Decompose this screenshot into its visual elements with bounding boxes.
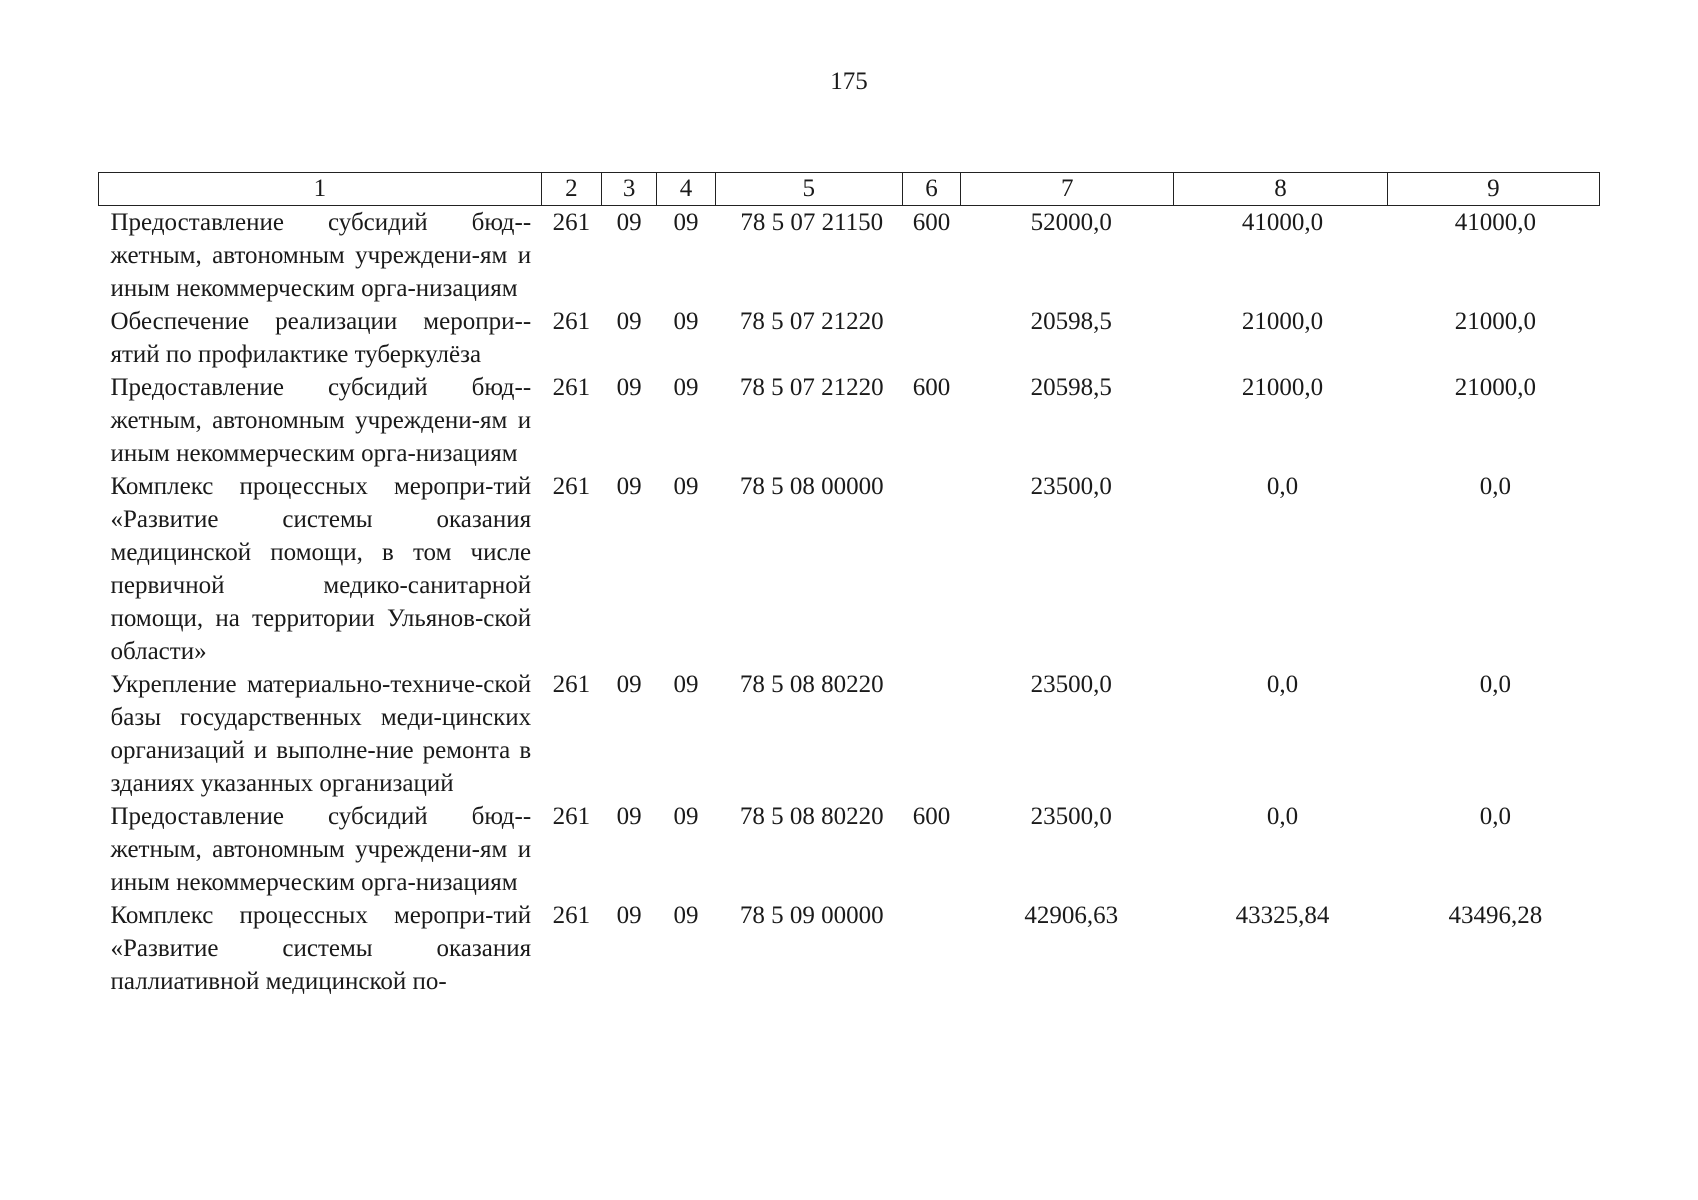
- row-expense-type: [902, 305, 960, 371]
- row-name: Комплекс процессных меропри-тий «Развитие системы оказания медицинской помощи, в том числе первичной медико-санитарной помощи, на территории Ульянов-ской области»: [110, 473, 532, 665]
- row-ministry-code: 261: [552, 308, 591, 335]
- row-subsection-code: 09: [673, 803, 699, 830]
- row-name: Предоставление субсидий бюд-жетным, автономным учреждени-ям и иным некоммерческим орга-низациям: [110, 803, 532, 896]
- row-amount-col-9: 41000,0: [1454, 209, 1536, 236]
- row-amount-col-9: 0,0: [1479, 803, 1511, 830]
- header-row: [99, 173, 1600, 206]
- row-name: Предоставление субсидий бюд-жетным, автономным учреждени-ям и иным некоммерческим орга-низациям: [110, 374, 532, 467]
- table-row: [99, 668, 1600, 800]
- header-col-6: 6: [902, 173, 960, 206]
- header-col-4: 4: [657, 173, 715, 206]
- row-name: Обеспечение реализации меропри-ятий по профилактике туберкулёза: [110, 308, 532, 368]
- table-row: [99, 371, 1600, 470]
- row-amount-col-8: 21000,0: [1241, 308, 1324, 335]
- row-section-code: 09: [616, 473, 642, 500]
- row-amount-col-9: 21000,0: [1454, 374, 1536, 401]
- row-section-code: 09: [616, 374, 642, 401]
- row-subsection-code: 09: [673, 473, 699, 500]
- table-row: [99, 206, 1600, 306]
- header-col-1: 1: [99, 173, 542, 206]
- row-amount-col-8: 21000,0: [1241, 374, 1324, 401]
- row-target-article: 78 5 08 80220: [739, 671, 884, 698]
- table-row: [99, 470, 1600, 668]
- row-amount-col-9: 21000,0: [1454, 308, 1536, 335]
- row-section-code: 09: [616, 308, 642, 335]
- row-amount-col-8: 0,0: [1266, 803, 1299, 830]
- row-expense-type: 600: [912, 803, 951, 830]
- row-ministry-code: 261: [552, 209, 591, 236]
- row-ministry-code: 261: [552, 671, 591, 698]
- row-amount-col-8: 0,0: [1266, 671, 1299, 698]
- table-body: [99, 206, 1600, 999]
- row-name: Укрепление материально-техниче-ской базы государственных меди-цинских организаций и выполне-ние ремонта в зданиях указанных организаций: [110, 671, 532, 797]
- row-amount-col-9: 0,0: [1479, 671, 1511, 698]
- row-name: Комплекс процессных меропри-тий «Развитие системы оказания паллиативной медицинской по-: [110, 902, 532, 995]
- row-amount-col-7: 20598,5: [1030, 308, 1112, 335]
- row-target-article: 78 5 09 00000: [739, 902, 884, 929]
- row-name: Предоставление субсидий бюд-жетным, автономным учреждени-ям и иным некоммерческим орга-низациям: [110, 209, 532, 302]
- header-col-9: 9: [1387, 173, 1599, 206]
- row-amount-col-7: 52000,0: [1030, 209, 1112, 236]
- table-row: [99, 305, 1600, 371]
- row-target-article: 78 5 07 21220: [739, 308, 884, 335]
- row-target-article: 78 5 07 21220: [739, 374, 884, 401]
- row-amount-col-8: 0,0: [1266, 473, 1299, 500]
- row-amount-col-8: 43325,84: [1235, 902, 1330, 929]
- table-header: [99, 173, 1600, 206]
- row-subsection-code: 09: [673, 374, 699, 401]
- row-subsection-code: 09: [673, 308, 699, 335]
- row-amount-col-9: 43496,28: [1448, 902, 1543, 929]
- row-expense-type: 600: [912, 209, 951, 236]
- row-expense-type: [902, 899, 960, 998]
- row-amount-col-7: 23500,0: [1030, 671, 1112, 698]
- table-row: [99, 899, 1600, 998]
- header-col-2: 2: [541, 173, 601, 206]
- row-amount-col-9: 0,0: [1479, 473, 1511, 500]
- row-ministry-code: 261: [552, 473, 591, 500]
- row-section-code: 09: [616, 902, 642, 929]
- budget-table: [98, 172, 1600, 998]
- row-subsection-code: 09: [673, 902, 699, 929]
- row-amount-col-7: 20598,5: [1030, 374, 1112, 401]
- header-col-8: 8: [1174, 173, 1387, 206]
- table-row: [99, 800, 1600, 899]
- row-section-code: 09: [616, 671, 642, 698]
- row-ministry-code: 261: [552, 902, 591, 929]
- row-amount-col-7: 23500,0: [1030, 473, 1112, 500]
- row-amount-col-7: 42906,63: [1024, 902, 1119, 929]
- row-section-code: 09: [616, 803, 642, 830]
- row-expense-type: 600: [912, 374, 951, 401]
- row-amount-col-8: 41000,0: [1241, 209, 1324, 236]
- row-ministry-code: 261: [552, 374, 591, 401]
- row-expense-type: [902, 470, 960, 668]
- row-section-code: 09: [616, 209, 642, 236]
- row-expense-type: [902, 668, 960, 800]
- header-col-5: 5: [715, 173, 902, 206]
- row-ministry-code: 261: [552, 803, 591, 830]
- row-subsection-code: 09: [673, 671, 699, 698]
- header-col-3: 3: [602, 173, 657, 206]
- header-col-7: 7: [961, 173, 1174, 206]
- row-subsection-code: 09: [673, 209, 699, 236]
- row-target-article: 78 5 08 80220: [739, 803, 884, 830]
- row-amount-col-7: 23500,0: [1030, 803, 1112, 830]
- row-target-article: 78 5 08 00000: [739, 473, 884, 500]
- page-number: 175: [830, 68, 868, 95]
- row-target-article: 78 5 07 21150: [740, 209, 884, 236]
